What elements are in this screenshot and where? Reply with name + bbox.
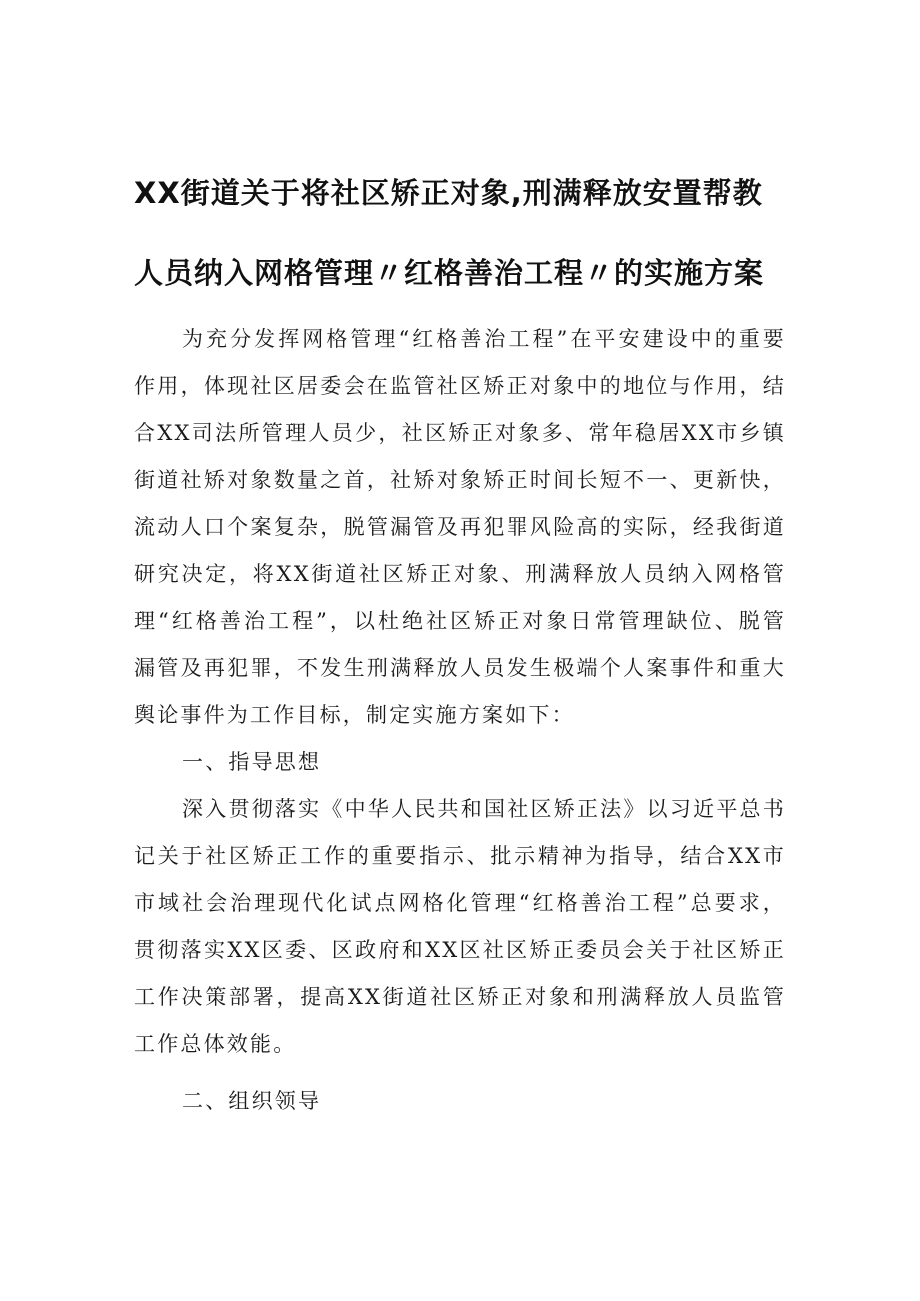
document-title-line-2: 人员纳入网格管理〃红格善治工程〃的实施方案: [134, 256, 765, 290]
guiding-ideology-paragraph: 深入贯彻落实《中华人民共和国社区矫正法》以习近平总书记关于社区矫正工作的重要指示、批示精神为指导，结合XX市市域社会治理现代化试点网格化管理“红格善治工程”总要求，贯彻落实XX区委、区政府和XX区社区矫正委员会关于社区矫正工作决策部署，提高XX街道社区矫正对象和刑满释放人员监管工作总体效能。: [134, 797, 786, 1056]
intro-paragraph: 为充分发挥网格管理“红格善治工程”在平安建设中的重要作用，体现社区居委会在监管社区矫正对象中的地位与作用，结合XX司法所管理人员少，社区矫正对象多、常年稳居XX市乡镇街道社矫对象数量之首，社矫对象矫正时间长短不一、更新快，流动人口个案复杂，脱管漏管及再犯罪风险高的实际，经我街道研究决定，将XX街道社区矫正对象、刑满释放人员纳入网格管理“红格善治工程”，以杜绝社区矫正对象日常管理缺位、脱管漏管及再犯罪，不发生刑满释放人员发生极端个人案事件和重大舆论事件为工作目标，制定实施方案如下：: [134, 327, 786, 727]
section-heading-organization-leadership: 二、组织领导: [182, 1089, 322, 1113]
document-title-line-1: XX街道关于将社区矫正对象,刑满释放安置帮教: [134, 176, 763, 210]
section-heading-guiding-ideology: 一、指导思想: [182, 750, 322, 774]
document-body: [134, 316, 786, 1125]
